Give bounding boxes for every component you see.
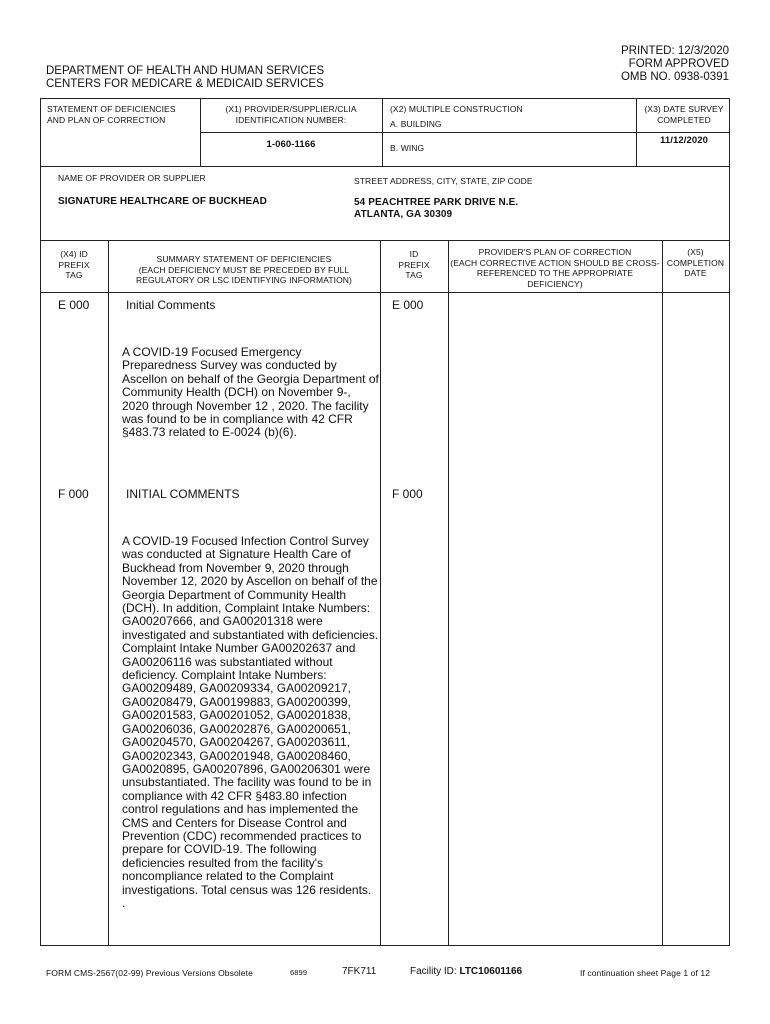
statement-label: STATEMENT OF DEFICIENCIES AND PLAN OF CORRECTION <box>47 104 176 125</box>
form-number: FORM CMS-2567(02-99) Previous Versions Obsolete <box>46 968 253 978</box>
x2-wing: B. WING <box>390 143 425 153</box>
provider-label: NAME OF PROVIDER OR SUPPLIER <box>58 173 206 183</box>
printed-block <box>509 45 729 84</box>
entry-text: A COVID-19 Focused Infection Control Survey was conducted at Signature Health Care of Buckhead from November 9, 2020 through November 12, 2020 by Ascellon on behalf of the Georgia Department of Community Health (DCH). In addition, Complaint Intake Numbers: GA00207666, and GA00201318 were investigated and substantiated with deficiencies. Complaint Intake Number GA00202637 and GA00206116 was substantiated without deficiency. Complaint Intake Numbers: GA00209489, GA00209334, GA00209217, GA00208479, GA00199883, GA00200399, GA00201583, GA00201052, GA00201838, GA00206036, GA00202876, GA00200651, GA00204570, GA00204267, GA00203611, GA00202343, GA00201948, GA00208460, GA0020895, GA00207896, GA00206301 were unsubstantiated. The facility was found to be in compliance with 42 CFR §483.80 infection control regulations and has implemented the CMS and Centers for Disease Control and Prevention (CDC) recommended practices to prepare for COVID-19. The following deficiencies resulted from the facility's noncompliance related to the Complaint investigations. Total census was 126 residents. . <box>122 534 379 910</box>
facility-id: LTC10601166 <box>459 966 523 977</box>
address-block <box>354 197 518 221</box>
provider-name: SIGNATURE HEALTHCARE OF BUCKHEAD <box>58 196 267 207</box>
continuation-note: If continuation sheet Page 1 of 12 <box>580 968 711 978</box>
entry-id-tag: F 000 <box>392 487 423 501</box>
x1-label: (X1) PROVIDER/SUPPLIER/CLIA IDENTIFICATION NUMBER: <box>225 104 357 125</box>
x2-label: (X2) MULTIPLE CONSTRUCTION <box>390 104 523 114</box>
department-name: DEPARTMENT OF HEALTH AND HUMAN SERVICES <box>46 65 325 77</box>
event-number: 6899 <box>290 968 308 977</box>
department-header <box>46 65 406 91</box>
printed-date: PRINTED: 12/3/2020 <box>620 45 729 57</box>
plan-header: PROVIDER'S PLAN OF CORRECTION (EACH CORRECTIVE ACTION SHOULD BE CROSS- REFERENCED TO THE APPROPRIATE DEFICIENCY) <box>450 247 660 289</box>
street-address: 54 PEACHTREE PARK DRIVE N.E. <box>354 197 519 208</box>
entry-title: Initial Comments <box>126 298 216 312</box>
id-header: ID PREFIX TAG <box>398 249 430 280</box>
omb-number: OMB NO. 0938-0391 <box>620 71 729 83</box>
facility-id-block <box>410 966 522 977</box>
x3-label: (X3) DATE SURVEY COMPLETED <box>644 104 724 125</box>
entry-tag: F 000 <box>58 487 89 501</box>
entry-id-tag: E 000 <box>392 298 424 312</box>
event-id: 7FK711 <box>342 966 377 977</box>
address-label: STREET ADDRESS, CITY, STATE, ZIP CODE <box>354 176 533 186</box>
entry-tag: E 000 <box>58 298 90 312</box>
agency-name: CENTERS FOR MEDICARE & MEDICAID SERVICES <box>46 78 324 90</box>
x4-header: (X4) ID PREFIX TAG <box>58 249 90 280</box>
x5-header: (X5) COMPLETION DATE <box>666 247 725 278</box>
x2-building: A. BUILDING <box>390 119 442 129</box>
facility-id-label: Facility ID: <box>410 966 457 977</box>
entry-text: A COVID-19 Focused Emergency Preparedness Survey was conducted by Ascellon on behalf of the Georgia Department of Community Health (DCH) on November 9-, 2020 through November 12 , 2020. The facility was found to be in compliance with 42 CFR §483.73 related to E-0024 (b)(6). <box>122 345 379 440</box>
city-state-zip: ATLANTA, GA 30309 <box>354 209 453 220</box>
survey-date: 11/12/2020 <box>659 135 709 146</box>
summary-header: SUMMARY STATEMENT OF DEFICIENCIES (EACH DEFICIENCY MUST BE PRECEDED BY FULL REGULATORY OR LSC IDENTIFYING INFORMATION) <box>136 254 352 285</box>
provider-id: 1-060-1166 <box>266 139 316 150</box>
entry-title: INITIAL COMMENTS <box>126 487 240 501</box>
form-approved: FORM APPROVED <box>628 58 729 70</box>
